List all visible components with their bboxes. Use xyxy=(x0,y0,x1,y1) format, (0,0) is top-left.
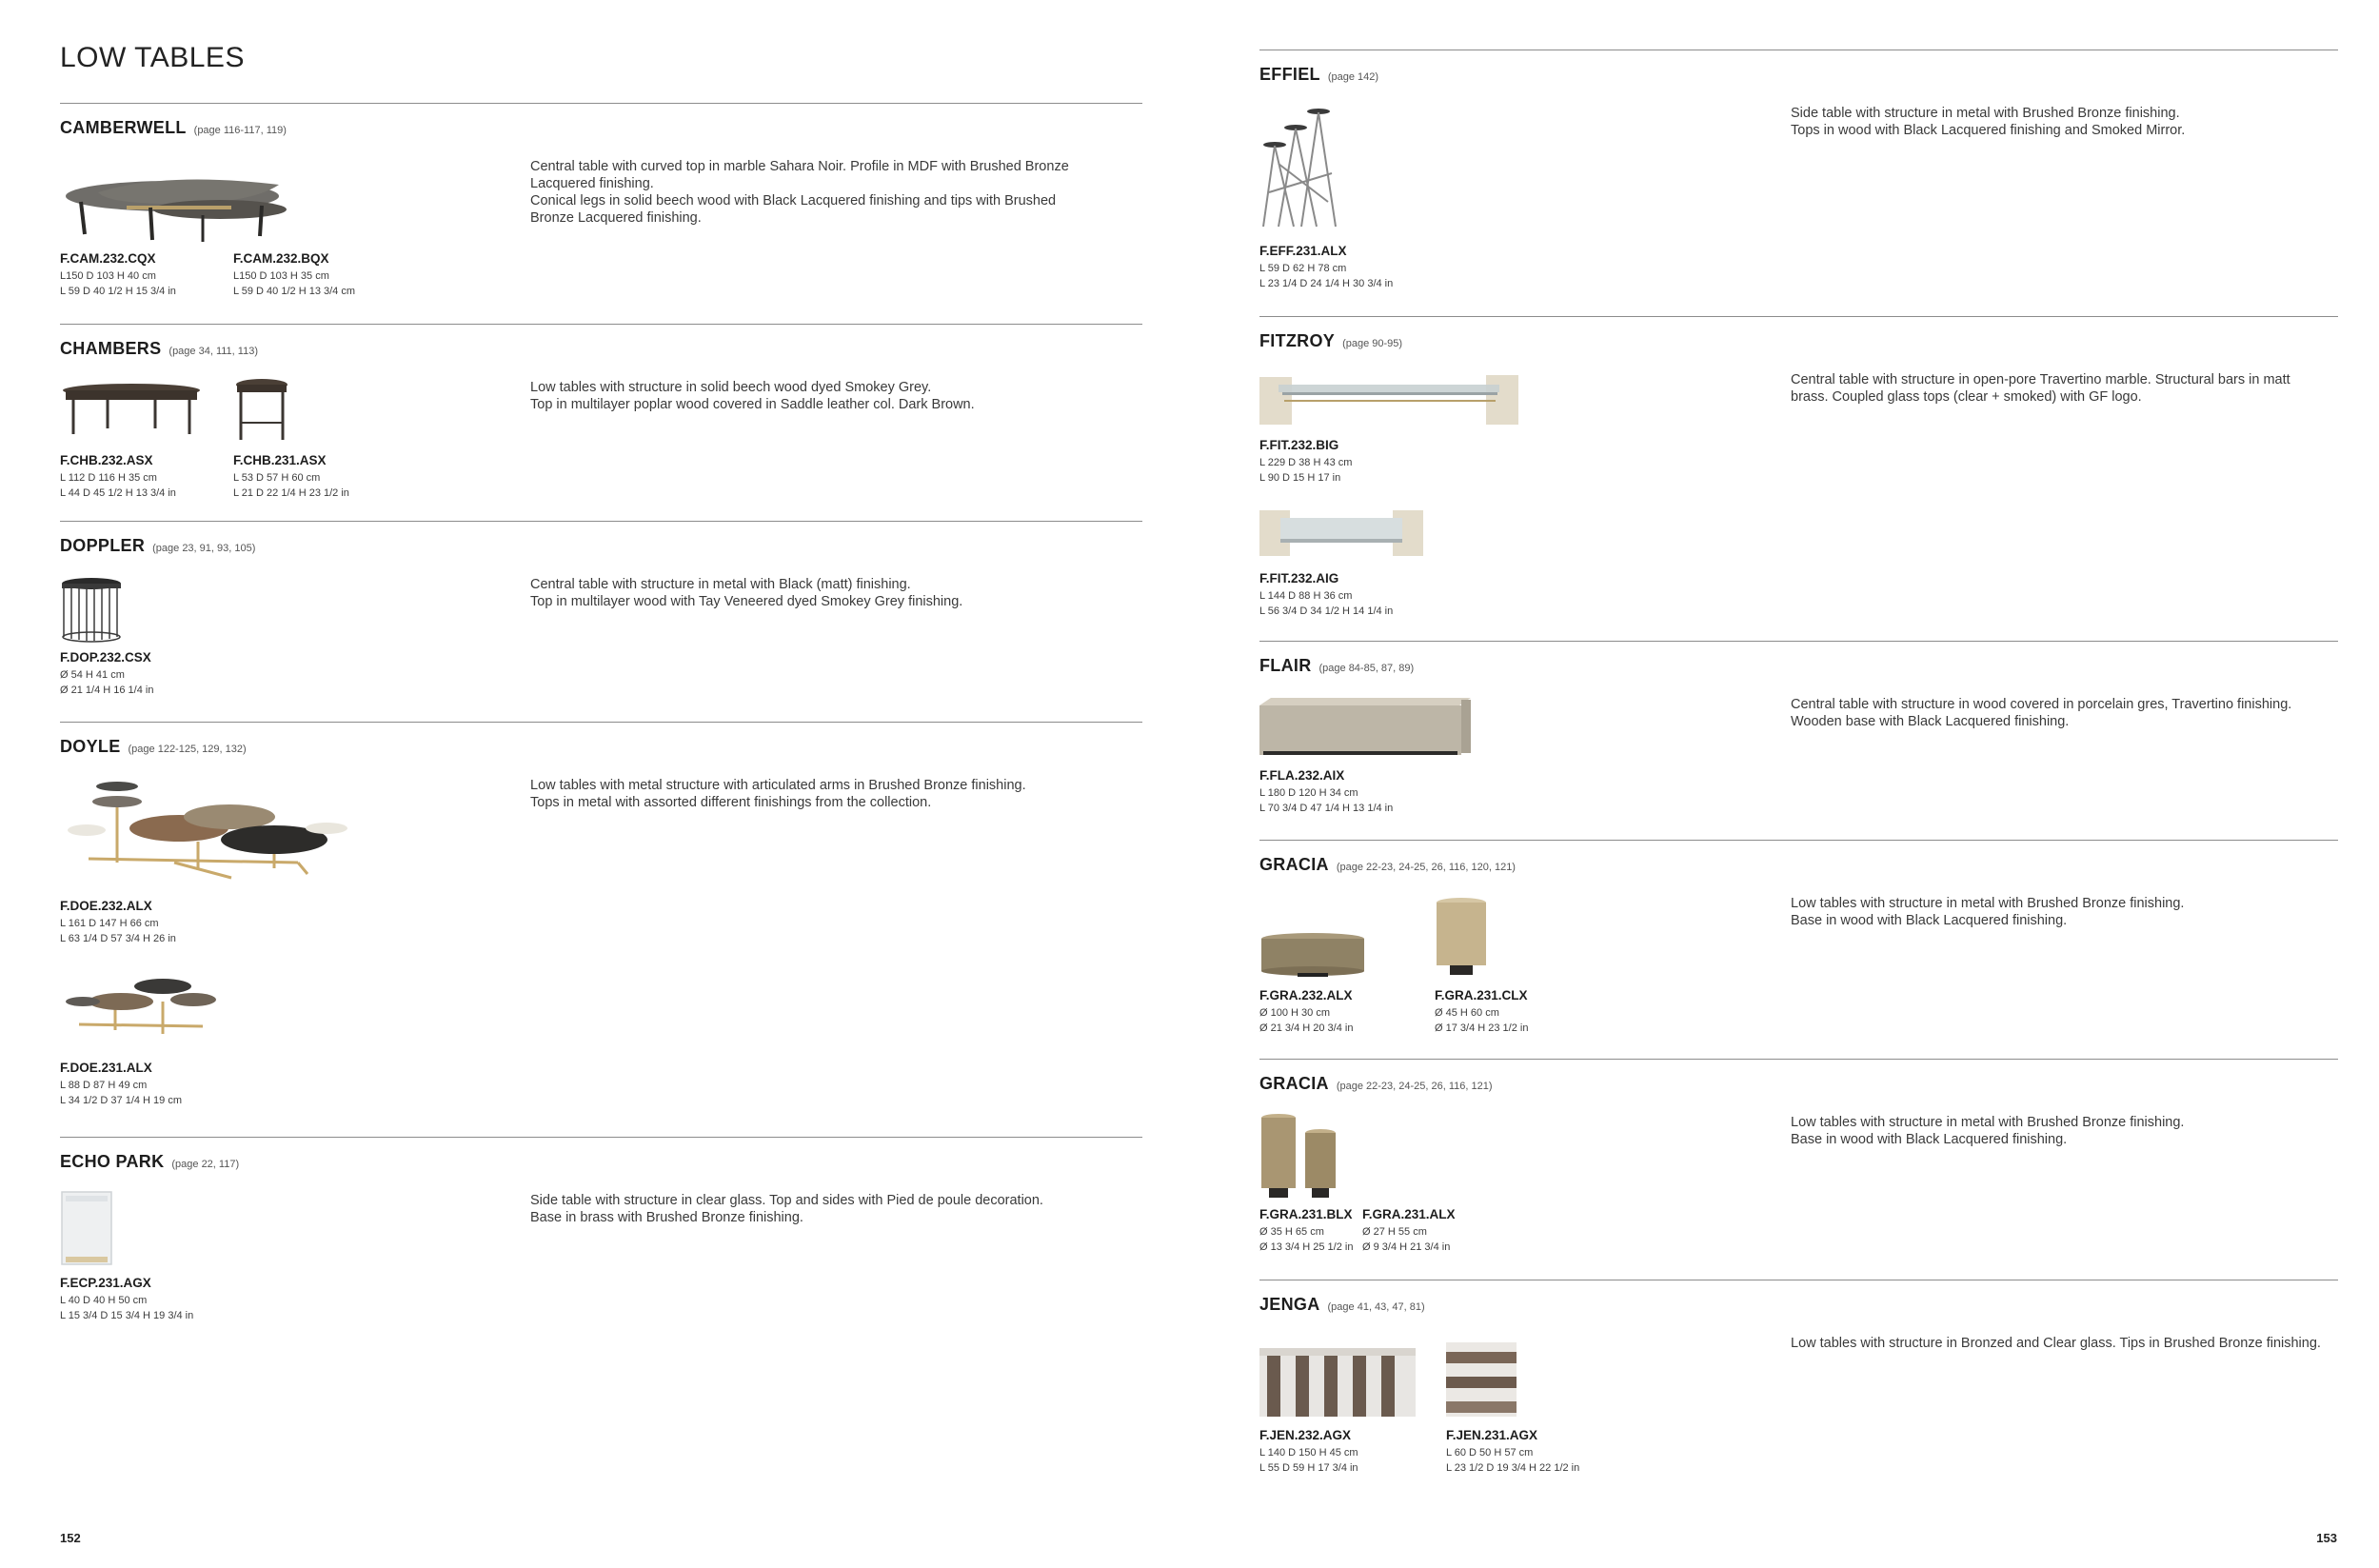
section-divider xyxy=(60,722,1142,723)
product-code: F.GRA.231.ALX xyxy=(1362,1207,1456,1221)
product-name: CHAMBERS xyxy=(60,339,162,358)
dimensions-in: Ø 21 3/4 H 20 3/4 in xyxy=(1259,1022,1354,1034)
page-reference: (page 23, 91, 93, 105) xyxy=(152,543,256,554)
product-code: F.EFF.231.ALX xyxy=(1259,244,1347,258)
product-image-gracia-high xyxy=(1435,897,1488,979)
product-description: Side table with structure in clear glass. Top and sides with Pied de poule decoration. Base in brass with Brushed Bronze finishing. xyxy=(530,1193,1043,1225)
product-code: F.FIT.232.AIG xyxy=(1259,571,1339,586)
page-reference: (page 142) xyxy=(1327,71,1379,83)
product-image-camberwell xyxy=(60,160,288,246)
dimensions-in: L 55 D 59 H 17 3/4 in xyxy=(1259,1462,1358,1474)
product-code: F.GRA.231.CLX xyxy=(1435,988,1528,1002)
page-reference: (page 116-117, 119) xyxy=(193,125,287,136)
dimensions-cm: Ø 54 H 41 cm xyxy=(60,669,125,681)
product-code: F.CHB.231.ASX xyxy=(233,453,327,467)
product-code: F.ECP.231.AGX xyxy=(60,1276,151,1290)
page-reference: (page 90-95) xyxy=(1342,338,1403,349)
product-image-fitzroy-long xyxy=(1259,371,1518,428)
product-image-gracia-pair xyxy=(1259,1112,1345,1201)
dimensions-cm: Ø 27 H 55 cm xyxy=(1362,1226,1427,1238)
section-divider xyxy=(60,103,1142,104)
dimensions-in: L 23 1/4 D 24 1/4 H 30 3/4 in xyxy=(1259,278,1394,289)
page-reference: (page 34, 111, 113) xyxy=(169,346,258,357)
section-header xyxy=(60,737,247,757)
section-doppler xyxy=(60,536,1142,707)
section-doyle xyxy=(60,737,1142,1118)
product-description: Low tables with structure in metal with Brushed Bronze finishing. Base in wood with Black Lacquered finishing. xyxy=(1791,1115,2185,1147)
product-name: GRACIA xyxy=(1259,855,1329,874)
section-divider xyxy=(60,1137,1142,1138)
section-header xyxy=(1259,331,1402,351)
section-fitzroy xyxy=(1259,331,2338,617)
dimensions-in: Ø 9 3/4 H 21 3/4 in xyxy=(1362,1241,1451,1253)
product-description: Central table with curved top in marble Sahara Noir. Profile in MDF with Brushed Bronze Lacquered finishing. Conical legs in solid beech wood with Black Lacquered finishing and tips with Brushed Bronze Lacquered finishing. xyxy=(530,159,1069,226)
product-image-doyle-large xyxy=(60,775,355,889)
product-image-echo-park xyxy=(60,1190,113,1268)
section-divider xyxy=(1259,641,2338,642)
page-reference: (page 84-85, 87, 89) xyxy=(1318,663,1415,674)
section-header xyxy=(60,118,287,138)
product-image-fitzroy-short xyxy=(1259,506,1423,560)
page-title: LOW TABLES xyxy=(60,42,245,73)
dimensions-in: Ø 17 3/4 H 23 1/2 in xyxy=(1435,1022,1529,1034)
product-image-chambers-high xyxy=(233,377,290,442)
product-name: ECHO PARK xyxy=(60,1152,165,1171)
dimensions-cm: L150 D 103 H 40 cm xyxy=(60,270,156,282)
dimensions-cm: L 161 D 147 H 66 cm xyxy=(60,918,159,929)
section-header xyxy=(1259,1074,1493,1094)
product-name: GRACIA xyxy=(1259,1074,1329,1093)
product-description: Low tables with structure in Bronzed and Clear glass. Tips in Brushed Bronze finishing. xyxy=(1791,1336,2321,1351)
product-code: F.CAM.232.CQX xyxy=(60,251,156,266)
dimensions-cm: L 60 D 50 H 57 cm xyxy=(1446,1447,1534,1459)
dimensions-in: L 63 1/4 D 57 3/4 H 26 in xyxy=(60,933,176,944)
product-code: F.FLA.232.AIX xyxy=(1259,768,1345,783)
dimensions-cm: L 88 D 87 H 49 cm xyxy=(60,1080,148,1091)
product-code: F.DOP.232.CSX xyxy=(60,650,151,665)
section-flair xyxy=(1259,656,2338,827)
dimensions-in: L 90 D 15 H 17 in xyxy=(1259,472,1341,484)
dimensions-in: L 44 D 45 1/2 H 13 3/4 in xyxy=(60,487,176,499)
section-header xyxy=(1259,1295,1425,1315)
dimensions-in: L 23 1/2 D 19 3/4 H 22 1/2 in xyxy=(1446,1462,1580,1474)
page-reference: (page 122-125, 129, 132) xyxy=(128,744,247,755)
section-header xyxy=(60,339,258,359)
dimensions-cm: Ø 35 H 65 cm xyxy=(1259,1226,1324,1238)
section-divider xyxy=(60,324,1142,325)
page-number: 152 xyxy=(60,1531,81,1545)
section-gracia xyxy=(1259,1074,2338,1264)
product-description: Side table with structure in metal with Brushed Bronze finishing. Tops in wood with Black Lacquered finishing and Smoked Mirror. xyxy=(1791,106,2186,138)
product-image-gracia-low xyxy=(1259,931,1366,979)
section-gracia xyxy=(1259,855,2338,1045)
product-code: F.JEN.231.AGX xyxy=(1446,1428,1538,1442)
product-name: JENGA xyxy=(1259,1295,1320,1314)
dimensions-cm: L 229 D 38 H 43 cm xyxy=(1259,457,1353,468)
section-effiel xyxy=(1259,65,2338,303)
product-description: Low tables with metal structure with articulated arms in Brushed Bronze finishing. Tops in metal with assorted different finishings from the collection. xyxy=(530,778,1026,810)
product-code: F.CHB.232.ASX xyxy=(60,453,153,467)
section-chambers xyxy=(60,339,1142,510)
dimensions-cm: L 180 D 120 H 34 cm xyxy=(1259,787,1358,799)
section-header xyxy=(1259,65,1378,85)
product-description: Low tables with structure in metal with Brushed Bronze finishing. Base in wood with Black Lacquered finishing. xyxy=(1791,896,2185,928)
section-header xyxy=(1259,656,1414,676)
product-code: F.JEN.232.AGX xyxy=(1259,1428,1352,1442)
dimensions-cm: L 144 D 88 H 36 cm xyxy=(1259,590,1353,602)
section-divider xyxy=(1259,316,2338,317)
dimensions-cm: L150 D 103 H 35 cm xyxy=(233,270,329,282)
section-camberwell xyxy=(60,118,1142,308)
product-name: FITZROY xyxy=(1259,331,1336,350)
section-echo-park xyxy=(60,1152,1142,1342)
product-name: FLAIR xyxy=(1259,656,1312,675)
product-description: Low tables with structure in solid beech wood dyed Smokey Grey. Top in multilayer poplar wood covered in Saddle leather col. Dark Brown. xyxy=(530,380,975,412)
dimensions-in: Ø 21 1/4 H 16 1/4 in xyxy=(60,685,154,696)
page-number: 153 xyxy=(2316,1531,2337,1545)
product-description: Central table with structure in metal with Black (matt) finishing. Top in multilayer wood with Tay Veneered dyed Smokey Grey finishing. xyxy=(530,577,963,609)
section-divider xyxy=(1259,1059,2338,1060)
product-image-jenga-large xyxy=(1259,1348,1417,1419)
page-reference: (page 41, 43, 47, 81) xyxy=(1327,1301,1425,1313)
product-image-effiel xyxy=(1259,107,1345,230)
product-code: F.DOE.231.ALX xyxy=(60,1061,152,1075)
product-image-doyle-small xyxy=(60,967,241,1043)
product-description: Central table with structure in wood covered in porcelain gres, Travertino finishing. Wooden base with Black Lacquered finishing. xyxy=(1791,697,2292,729)
dimensions-in: L 34 1/2 D 37 1/4 H 19 cm xyxy=(60,1095,182,1106)
product-name: DOYLE xyxy=(60,737,121,756)
dimensions-in: L 59 D 40 1/2 H 13 3/4 cm xyxy=(233,286,355,297)
dimensions-in: Ø 13 3/4 H 25 1/2 in xyxy=(1259,1241,1354,1253)
section-jenga xyxy=(1259,1295,2338,1485)
page-reference: (page 22-23, 24-25, 26, 116, 120, 121) xyxy=(1336,862,1516,873)
product-image-chambers-low xyxy=(60,381,203,438)
dimensions-cm: L 59 D 62 H 78 cm xyxy=(1259,263,1347,274)
dimensions-in: L 15 3/4 D 15 3/4 H 19 3/4 in xyxy=(60,1310,194,1321)
product-code: F.DOE.232.ALX xyxy=(60,899,152,913)
page-reference: (page 22-23, 24-25, 26, 116, 121) xyxy=(1336,1081,1493,1092)
section-header xyxy=(60,1152,239,1172)
page-reference: (page 22, 117) xyxy=(171,1159,240,1170)
dimensions-cm: L 112 D 116 H 35 cm xyxy=(60,472,157,484)
product-name: DOPPLER xyxy=(60,536,146,555)
section-divider xyxy=(60,521,1142,522)
product-name: CAMBERWELL xyxy=(60,118,187,137)
product-code: F.CAM.232.BQX xyxy=(233,251,329,266)
product-code: F.GRA.232.ALX xyxy=(1259,988,1353,1002)
product-description: Central table with structure in open-pore Travertino marble. Structural bars in matt brass. Coupled glass tops (clear + smoked) with GF logo. xyxy=(1791,372,2290,405)
product-image-flair xyxy=(1259,696,1473,761)
product-code: F.GRA.231.BLX xyxy=(1259,1207,1353,1221)
dimensions-cm: Ø 100 H 30 cm xyxy=(1259,1007,1330,1019)
dimensions-in: L 59 D 40 1/2 H 15 3/4 in xyxy=(60,286,176,297)
dimensions-in: L 70 3/4 D 47 1/4 H 13 1/4 in xyxy=(1259,803,1394,814)
section-header xyxy=(1259,855,1516,875)
product-image-jenga-small xyxy=(1446,1342,1518,1419)
dimensions-cm: Ø 45 H 60 cm xyxy=(1435,1007,1499,1019)
dimensions-cm: L 140 D 150 H 45 cm xyxy=(1259,1447,1358,1459)
right-page xyxy=(1190,0,2379,1568)
dimensions-cm: L 53 D 57 H 60 cm xyxy=(233,472,321,484)
product-code: F.FIT.232.BIG xyxy=(1259,438,1339,452)
product-name: EFFIEL xyxy=(1259,65,1320,84)
section-divider xyxy=(1259,840,2338,841)
product-image-doppler xyxy=(60,576,123,643)
dimensions-in: L 56 3/4 D 34 1/2 H 14 1/4 in xyxy=(1259,605,1394,617)
dimensions-cm: L 40 D 40 H 50 cm xyxy=(60,1295,148,1306)
section-header xyxy=(60,536,255,556)
dimensions-in: L 21 D 22 1/4 H 23 1/2 in xyxy=(233,487,349,499)
